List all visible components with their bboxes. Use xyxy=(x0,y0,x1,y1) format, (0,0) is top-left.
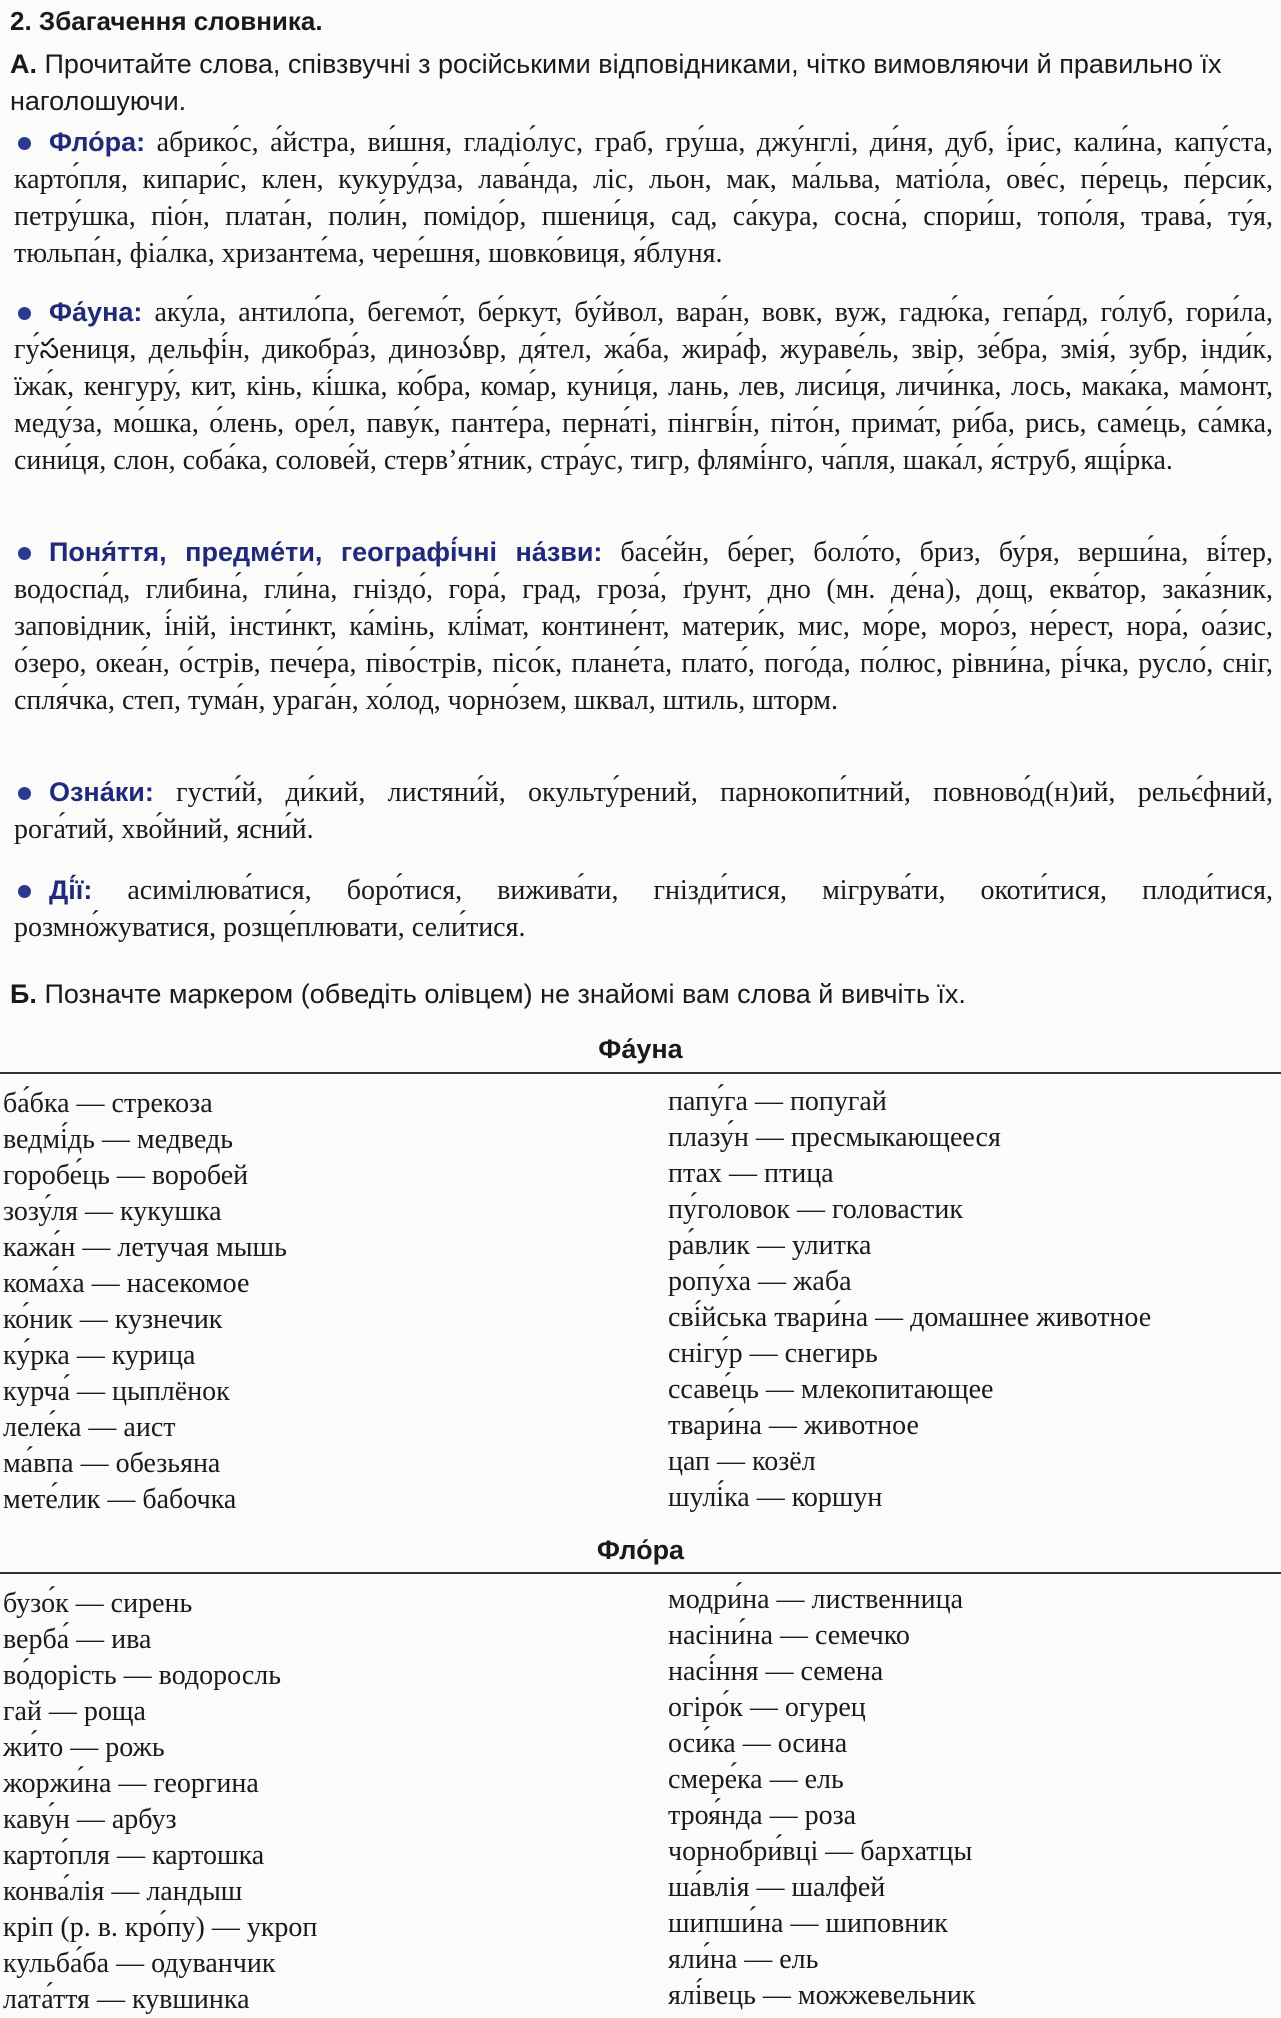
vocab-pair: лата́ття — кувшинка xyxy=(3,1984,250,2015)
vocab-pair: ко́ник — кузнечик xyxy=(3,1304,223,1335)
vocab-pair: во́дорість — водоросль xyxy=(3,1660,282,1691)
bullet-icon xyxy=(18,787,31,800)
vocab-pair: гай — роща xyxy=(3,1696,146,1727)
group-text: асимілюва́тися, боро́тися, вижива́ти, гнізди́тися, мігрува́ти, окоти́тися, плоди́тися, розмно́жуватися, розще́плювати, сели́тися. xyxy=(14,875,1273,943)
vocab-pair: ра́влик — улитка xyxy=(668,1230,872,1261)
vocab-pair: шулі́ка — коршун xyxy=(668,1482,883,1513)
vocab-pair: ссаве́ць — млекопитающее xyxy=(668,1374,994,1405)
vocab-pair: снігу́р — снегирь xyxy=(668,1338,878,1369)
vocab-pair: кажа́н — летучая мышь xyxy=(3,1232,287,1263)
group-text: густи́й, ди́кий, листяни́й, окульту́рений, парнокопи́тний, повново́д(н)ий, рельє́фний, рога́тий, хво́йний, ясни́й. xyxy=(14,777,1273,845)
fauna-left-column xyxy=(3,1086,287,1518)
flora-right-column xyxy=(668,1582,975,2014)
vocab-pair: пу́головок — головастик xyxy=(668,1194,963,1225)
task-b-text: Позначте маркером (обведіть олівцем) не знайомі вам слова й вивчіть їх. xyxy=(44,979,966,1009)
vocab-pair: чорнобри́вці — бархатцы xyxy=(668,1836,973,1867)
vocab-pair: папу́га — попугай xyxy=(668,1086,887,1117)
vocab-pair: курча́ — цыплёнок xyxy=(3,1376,230,1407)
task-b-letter: Б. xyxy=(10,979,37,1009)
vocab-pair: ведмі́дь — медведь xyxy=(3,1124,234,1155)
vocab-pair: насі́ння — семена xyxy=(668,1656,884,1687)
task-a xyxy=(10,46,1267,120)
vocab-pair: цап — козёл xyxy=(668,1446,816,1477)
fauna-right-column xyxy=(668,1084,1151,1516)
bullet-icon xyxy=(18,307,31,320)
vocab-pair: ша́влія — шалфей xyxy=(668,1872,886,1903)
group-text: басе́йн, бе́рег, боло́то, бриз, бу́ря, верши́на, ві́тер, водоспа́д, глибина́, гли́на, гніздо́, гора́, град, гроза́, ґрунт, дно (мн. де́на), дощ, еква́тор, зака́зник, заповідник, і́ній, інсти́нкт, ка́мінь, клі́мат, контине́нт, матери́к, мис, мо́ре, моро́з, не́рест, нора́, оа́зис, о́зеро, океа́н, о́стрів, пече́ра, піво́стрів, пісо́к, плане́та, плато́, пого́да, по́люс, рівни́на, рі́чка, русло́, сніг, спля́чка, степ, тума́н, урага́н, хо́лод, чорно́зем, шквал, штиль, шторм. xyxy=(14,537,1274,716)
vocab-pair: жоржи́на — георгина xyxy=(3,1768,259,1799)
group-label: Фа́уна: xyxy=(49,297,143,327)
vocab-pair: ма́впа — обезьяна xyxy=(3,1448,221,1479)
vocab-pair: карто́пля — картошка xyxy=(3,1840,265,1871)
table-heading-fauna: Фа́уна xyxy=(598,1034,683,1064)
table-rule xyxy=(0,1572,1281,1574)
vocab-pair: сві́йська твари́на — домашнее животное xyxy=(668,1302,1152,1333)
vocab-pair: верба́ — ива xyxy=(3,1624,152,1655)
vocab-pair: ропу́ха — жаба xyxy=(668,1266,852,1297)
group-text: абрико́с, а́йстра, ви́шня, гладіо́лус, граб, гру́ша, джу́нглі, ди́ня, дуб, і́рис, кали́на, капу́ста, карто́пля, кипари́с, клен, кукуру́дза, лава́нда, ліс, льон, мак, ма́льва, матіо́ла, ове́с, пе́рець, пе́рсик, петру́шка, піо́н, плата́н, поли́н, помідо́р, пшени́ця, сад, са́кура, сосна́, спори́ш, топо́ля, трава́, ту́я, тюльпа́н, фіа́лка, хризанте́ма, чере́шня, шовко́виця, я́блуня. xyxy=(14,127,1273,269)
vocab-pair: троя́нда — роза xyxy=(668,1800,857,1831)
vocab-pair: оси́ка — осина xyxy=(668,1728,848,1759)
flora-left-column xyxy=(3,1586,317,2018)
task-a-letter: А. xyxy=(10,49,37,79)
vocab-pair: кріп (р. в. кро́пу) — укроп xyxy=(3,1912,318,1943)
vocab-pair: насіни́на — семечко xyxy=(668,1620,910,1651)
group-fauna xyxy=(14,294,1273,479)
vocab-pair: модри́на — лиственница xyxy=(668,1584,964,1615)
vocab-pair: кульба́ба — одуванчик xyxy=(3,1948,276,1979)
vocab-pair: твари́на — животное xyxy=(668,1410,919,1441)
task-b xyxy=(10,976,1267,1013)
group-label: Фло́ра: xyxy=(49,127,146,157)
vocab-pair: огіро́к — огурец xyxy=(668,1692,866,1723)
vocab-pair: жи́то — рожь xyxy=(3,1732,165,1763)
vocab-pair: птах — птица xyxy=(668,1158,834,1189)
group-text: аку́ла, антило́па, бегемо́т, бе́ркут, бу́йвол, вара́н, вовк, вуж, гадю́ка, гепа́рд, го́луб, гори́ла, гу́సениця, дельфі́н, дикобра́з, динозა́вр, дя́тел, жа́ба, жира́ф, жураве́ль, звір, зе́бра, змія́, зубр, інди́к, їжа́к, кенгуру́, кит, кінь, кі́шка, ко́бра, кома́р, куни́ця, лань, лев, лиси́ця, личи́нка, лось, мака́ка, ма́монт, меду́за, мо́шка, о́лень, оре́л, паву́к, панте́ра, перна́ті, пінгві́н, піто́н, прима́т, ри́ба, рись, саме́ць, са́мка, сини́ця, слон, соба́ка, солове́й, стерв’я́тник, стра́ус, тигр, флямі́нго, ча́пля, шака́л, я́струб, ящі́рка. xyxy=(14,297,1273,476)
vocab-pair: зозу́ля — кукушка xyxy=(3,1196,222,1227)
vocab-pair: бузо́к — сирень xyxy=(3,1588,193,1619)
vocab-pair: кома́ха — насекомое xyxy=(3,1268,250,1299)
bullet-icon xyxy=(18,137,31,150)
vocab-pair: ку́рка — курица xyxy=(3,1340,196,1371)
group-label: Ді́ї: xyxy=(49,875,93,905)
bullet-icon xyxy=(18,547,31,560)
vocab-pair: яли́на — ель xyxy=(668,1944,819,1975)
vocab-pair: смере́ка — ель xyxy=(668,1764,844,1795)
vocab-pair: ба́бка — стрекоза xyxy=(3,1088,213,1119)
vocab-pair: леле́ка — аист xyxy=(3,1412,176,1443)
group-label: Поня́ття, предме́ти, географі́чні на́зви: xyxy=(49,537,603,567)
vocab-pair: конва́лія — ландыш xyxy=(3,1876,243,1907)
bullet-icon xyxy=(18,885,31,898)
vocab-pair: горобе́ць — воробей xyxy=(3,1160,249,1191)
group-concepts xyxy=(14,534,1273,719)
group-actions xyxy=(14,872,1273,946)
vocab-pair: мете́лик — бабочка xyxy=(3,1484,237,1515)
task-a-text: Прочитайте слова, співзвучні з російськими відповідниками, чітко вимовляючи й правильно їх наголошуючи. xyxy=(10,49,1222,116)
vocab-pair: шипши́на — шиповник xyxy=(668,1908,948,1939)
group-flora xyxy=(14,124,1273,272)
section-title: 2. Збагачення словника. xyxy=(10,6,323,36)
vocab-pair: каву́н — арбуз xyxy=(3,1804,177,1835)
table-rule xyxy=(0,1072,1281,1074)
vocab-pair: ялі́вець — можжевельник xyxy=(668,1980,976,2011)
group-features xyxy=(14,774,1273,848)
vocab-pair: плазу́н — пресмыкающееся xyxy=(668,1122,1001,1153)
group-label: Озна́ки: xyxy=(49,777,154,807)
table-heading-flora: Фло́ра xyxy=(596,1535,685,1565)
